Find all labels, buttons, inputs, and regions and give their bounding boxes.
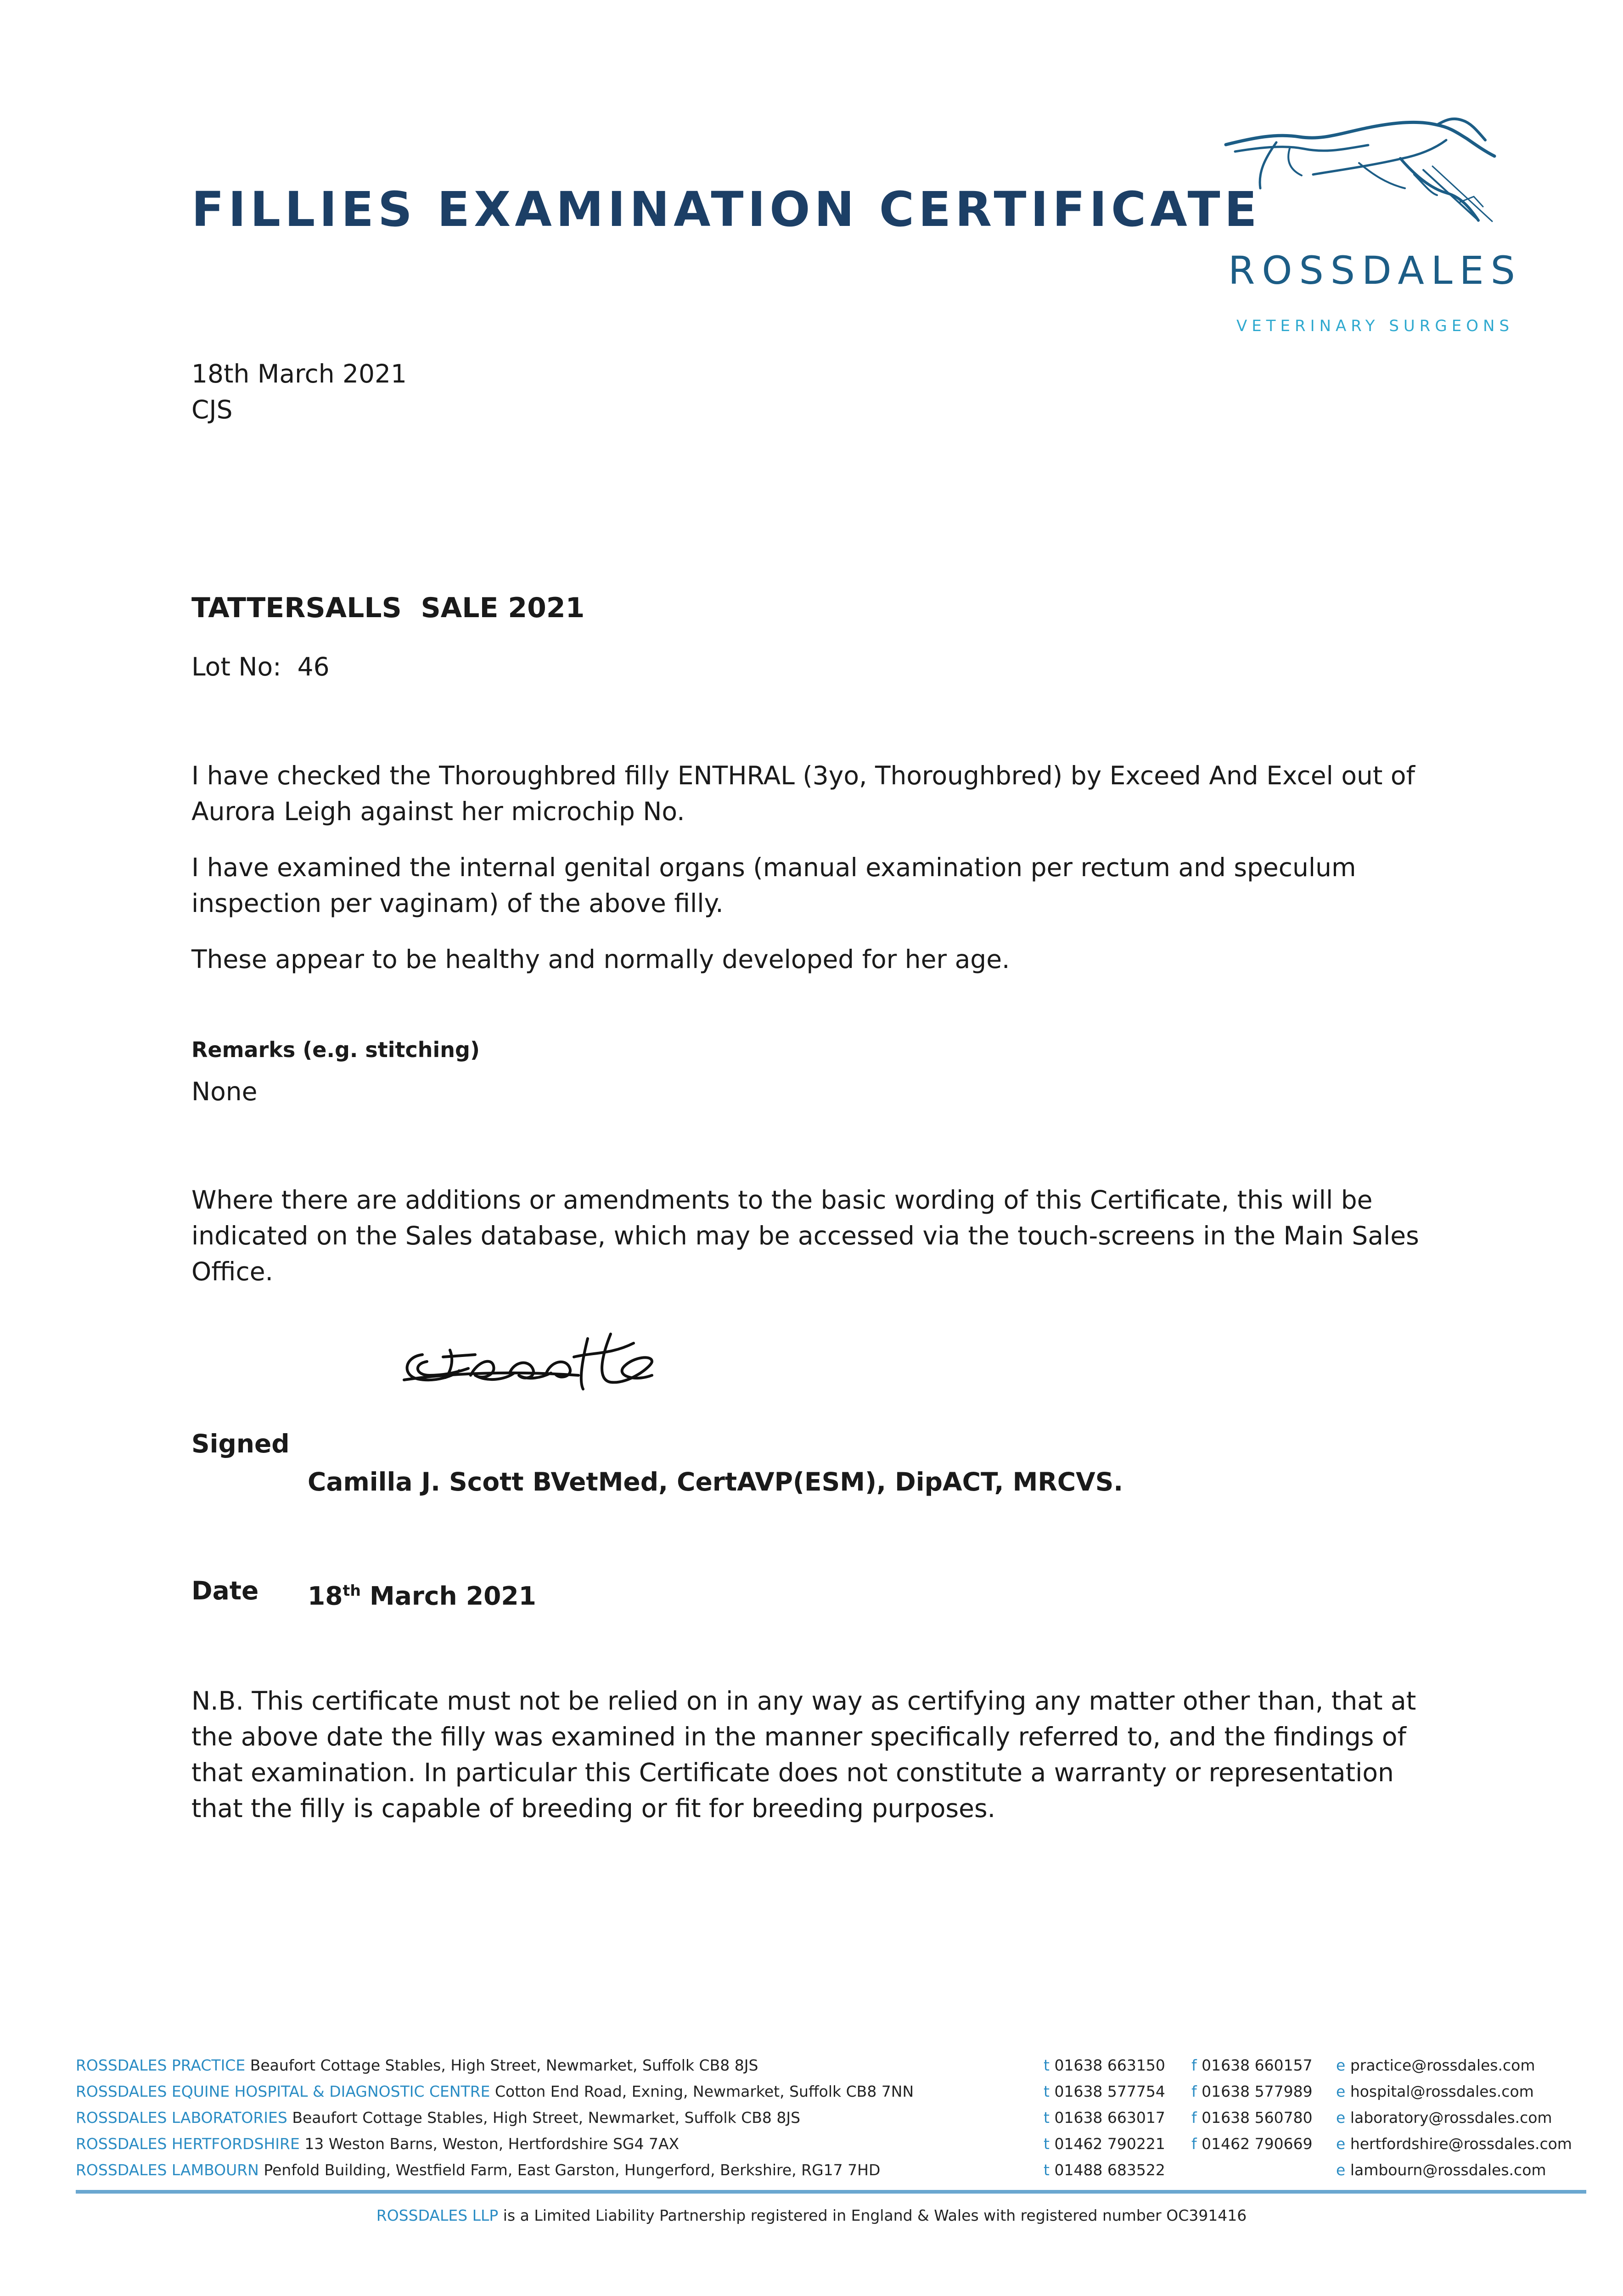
- sale-heading: TATTERSALLS SALE 2021: [191, 592, 585, 624]
- office-name: ROSSDALES LABORATORIES: [76, 2109, 287, 2127]
- signature-date: [308, 1573, 536, 1614]
- date-day: 18: [308, 1581, 343, 1611]
- date-rest: March 2021: [360, 1581, 536, 1611]
- remarks-label: Remarks (e.g. stitching): [191, 1037, 480, 1062]
- footer-divider: [76, 2190, 1586, 2194]
- certificate-title: FILLIES EXAMINATION CERTIFICATE: [191, 181, 1261, 237]
- footer-office-row: ROSSDALES EQUINE HOSPITAL & DIAGNOSTIC CENTRE Cotton End Road, Exning, Newmarket, Suffolk CB8 7NN t 01638 577754 f 01638 577989 e hospital@rossdales.com: [76, 2082, 1534, 2100]
- author-initials: CJS: [191, 395, 233, 424]
- office-email[interactable]: lambourn@rossdales.com: [1350, 2161, 1546, 2179]
- date-label: Date: [191, 1576, 259, 1605]
- office-address: Penfold Building, Westfield Farm, East Garston, Hungerford, Berkshire, RG17 7HD: [264, 2161, 881, 2179]
- office-fax: 01638 560780: [1202, 2109, 1313, 2127]
- legal-entity-name: ROSSDALES LLP: [376, 2206, 499, 2224]
- findings-paragraph: These appear to be healthy and normally developed for her age.: [191, 945, 1010, 974]
- footer-office-row: ROSSDALES LABORATORIES Beaufort Cottage Stables, High Street, Newmarket, Suffolk CB8 8JS t 01638 663017 f 01638 560780 e laboratory@rossdales.com: [76, 2109, 1552, 2127]
- signatory-name: Camilla J. Scott BVetMed, CertAVP(ESM), DipACT, MRCVS.: [308, 1467, 1123, 1497]
- office-address: Cotton End Road, Exning, Newmarket, Suffolk CB8 7NN: [495, 2082, 914, 2100]
- office-fax: 01638 577989: [1202, 2082, 1313, 2100]
- lot-label: Lot No:: [191, 652, 281, 681]
- legal-registration-text: is a Limited Liability Partnership registered in England & Wales with registered number OC391416: [498, 2206, 1247, 2224]
- office-email[interactable]: practice@rossdales.com: [1350, 2056, 1535, 2074]
- logo-tagline: VETERINARY SURGEONS: [1236, 317, 1514, 335]
- office-fax: 01638 660157: [1202, 2056, 1313, 2074]
- office-name: ROSSDALES HERTFORDSHIRE: [76, 2135, 300, 2153]
- office-phone: 01638 577754: [1054, 2082, 1165, 2100]
- remarks-value: None: [191, 1077, 258, 1106]
- office-email[interactable]: hertfordshire@rossdales.com: [1350, 2135, 1572, 2153]
- lot-number: 46: [297, 652, 330, 681]
- signed-label: Signed: [191, 1429, 290, 1458]
- office-phone: 01462 790221: [1054, 2135, 1165, 2153]
- date-suffix: th: [343, 1581, 361, 1599]
- office-address: Beaufort Cottage Stables, High Street, Newmarket, Suffolk CB8 8JS: [292, 2109, 801, 2127]
- microchip-check-paragraph: I have checked the Thoroughbred filly ENTHRAL (3yo, Thoroughbred) by Exceed And Excel out of Aurora Leigh against her microchip No.: [191, 761, 1415, 826]
- disclaimer-paragraph: N.B. This certificate must not be relied on in any way as certifying any matter other than, that at the above date the filly was examined in the manner specifically referred to, and the findings of that examination. In particular this Certificate does not constitute a warranty or representation that the filly is capable of breeding or fit for breeding purposes.: [191, 1686, 1416, 1823]
- lot-number-line: [191, 649, 330, 685]
- office-name: ROSSDALES EQUINE HOSPITAL & DIAGNOSTIC CENTRE: [76, 2082, 490, 2100]
- legal-registration-line: [0, 2206, 1623, 2224]
- footer-office-row: ROSSDALES LAMBOURN Penfold Building, Westfield Farm, East Garston, Hungerford, Berkshire, RG17 7HD t 01488 683522 e lambourn@rossdales.com: [76, 2161, 1546, 2179]
- examination-paragraph: I have examined the internal genital organs (manual examination per rectum and speculum inspection per vaginam) of the above filly.: [191, 853, 1356, 918]
- office-address: 13 Weston Barns, Weston, Hertfordshire SG4 7AX: [304, 2135, 680, 2153]
- office-name: ROSSDALES PRACTICE: [76, 2056, 246, 2074]
- office-email[interactable]: hospital@rossdales.com: [1350, 2082, 1534, 2100]
- office-phone: 01638 663017: [1054, 2109, 1165, 2127]
- office-name: ROSSDALES LAMBOURN: [76, 2161, 259, 2179]
- letter-date: 18th March 2021: [191, 359, 407, 388]
- office-email[interactable]: laboratory@rossdales.com: [1350, 2109, 1552, 2127]
- office-phone: 01488 683522: [1054, 2161, 1165, 2179]
- footer-office-row: ROSSDALES PRACTICE Beaufort Cottage Stables, High Street, Newmarket, Suffolk CB8 8JS t 01638 663150 f 01638 660157 e practice@rossdales.com: [76, 2056, 1535, 2074]
- office-address: Beaufort Cottage Stables, High Street, Newmarket, Suffolk CB8 8JS: [250, 2056, 758, 2074]
- handwritten-signature: [395, 1329, 707, 1403]
- logo-wordmark: ROSSDALES: [1228, 248, 1522, 293]
- footer-office-row: ROSSDALES HERTFORDSHIRE 13 Weston Barns, Weston, Hertfordshire SG4 7AX t 01462 790221 f 01462 790669 e hertfordshire@rossdales.com: [76, 2135, 1572, 2153]
- office-phone: 01638 663150: [1054, 2056, 1165, 2074]
- office-fax: 01462 790669: [1202, 2135, 1313, 2153]
- rossdales-horse-logo: [1221, 115, 1529, 340]
- amendments-paragraph: Where there are additions or amendments to the basic wording of this Certificate, this will be indicated on the Sales database, which may be accessed via the touch-screens in the Main Sales Office.: [191, 1185, 1419, 1286]
